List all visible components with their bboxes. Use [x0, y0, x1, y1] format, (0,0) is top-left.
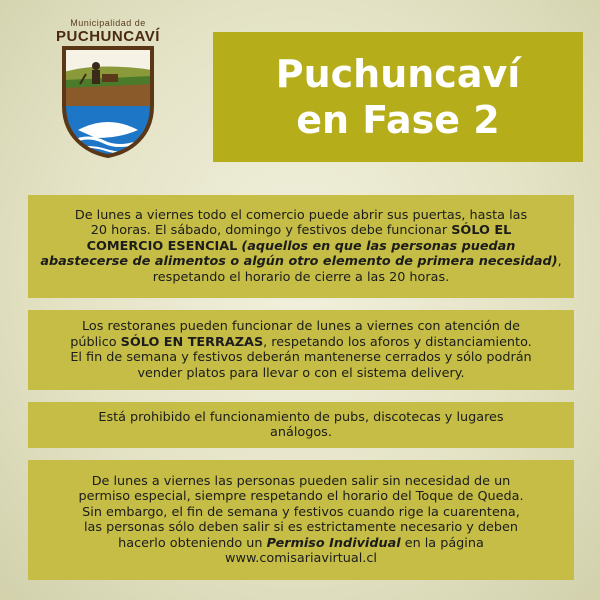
text-segment: www.comisariavirtual.cl	[225, 551, 377, 566]
text-segment: Sin embargo, el fin de semana y festivos cuando rige la cuarentena,	[82, 504, 520, 520]
title-banner	[213, 32, 583, 162]
card-text-line	[40, 270, 561, 286]
card-text-line	[40, 254, 561, 270]
text-segment: análogos.	[270, 425, 332, 440]
logo-town-name: PUCHUNCAVÍ	[56, 28, 160, 45]
text-segment: De lunes a viernes las personas pueden salir sin necesidad de un	[91, 473, 511, 489]
text-segment: hacerlo obteniendo un	[118, 535, 267, 551]
logo-municipality-label: Municipalidad de	[70, 18, 146, 28]
text-segment: público	[70, 334, 121, 350]
page-title	[276, 51, 521, 143]
card-text	[78, 474, 523, 567]
card-text-line	[78, 474, 523, 490]
card-text-line	[70, 350, 532, 366]
movement-rules-card	[28, 460, 574, 580]
card-text-line	[40, 223, 561, 239]
card-text-line	[70, 366, 532, 382]
municipal-logo	[50, 18, 166, 160]
text-segment: las personas sólo deben salir si es estrictamente necesario y deben	[83, 520, 519, 535]
card-text-line	[70, 319, 532, 335]
bold-italic-segment: abastecerse de alimentos o algún otro elemento de primera necesidad)	[40, 254, 558, 270]
title-line-1: Puchuncaví	[275, 52, 521, 96]
text-segment: El fin de semana y festivos deberán mantenerse cerrados y sólo podrán	[70, 350, 532, 365]
text-segment: , respetando los aforos y distanciamiento.	[263, 334, 532, 350]
card-text-line	[98, 425, 503, 441]
restaurant-rules-card	[28, 310, 574, 390]
card-text	[70, 319, 532, 381]
card-text-line	[78, 536, 523, 552]
bold-italic-segment: Permiso Individual	[266, 535, 401, 551]
coat-of-arms-icon	[58, 44, 158, 160]
text-segment: permiso especial, siempre respetando el horario del Toque de Queda.	[78, 489, 524, 504]
nightlife-rules-card	[28, 402, 574, 448]
card-text-line	[40, 208, 561, 224]
bold-italic-segment: (aquellos en que las personas puedan	[241, 238, 516, 254]
text-segment: respetando el horario de cierre a las 20 horas.	[152, 269, 450, 285]
title-line-2: en Fase 2	[296, 98, 500, 142]
bold-segment: SÓLO EL	[451, 223, 512, 239]
card-text	[40, 208, 561, 286]
card-text	[98, 410, 503, 441]
card-text-line	[78, 551, 523, 567]
card-text-line	[78, 489, 523, 505]
bold-segment: COMERCIO ESENCIAL	[86, 238, 238, 254]
text-segment: Está prohibido el funcionamiento de pubs, discotecas y lugares	[98, 409, 504, 425]
card-text-line	[40, 239, 561, 255]
text-segment: De lunes a viernes todo el comercio puede abrir sus puertas, hasta las	[74, 207, 528, 223]
bold-segment: SÓLO EN TERRAZAS	[120, 334, 264, 350]
card-text-line	[78, 520, 523, 536]
commerce-rules-card	[28, 195, 574, 298]
text-segment: Los restoranes pueden funcionar de lunes a viernes con atención de	[82, 319, 520, 334]
text-segment: ,	[557, 254, 562, 270]
text-segment: 20 horas. El sábado, domingo y festivos debe funcionar	[90, 223, 452, 239]
card-text-line	[70, 335, 532, 351]
text-segment: vender platos para llevar o con el sistema delivery.	[137, 365, 465, 381]
text-segment: en la página	[400, 535, 484, 551]
card-text-line	[78, 505, 523, 521]
card-text-line	[98, 410, 503, 426]
